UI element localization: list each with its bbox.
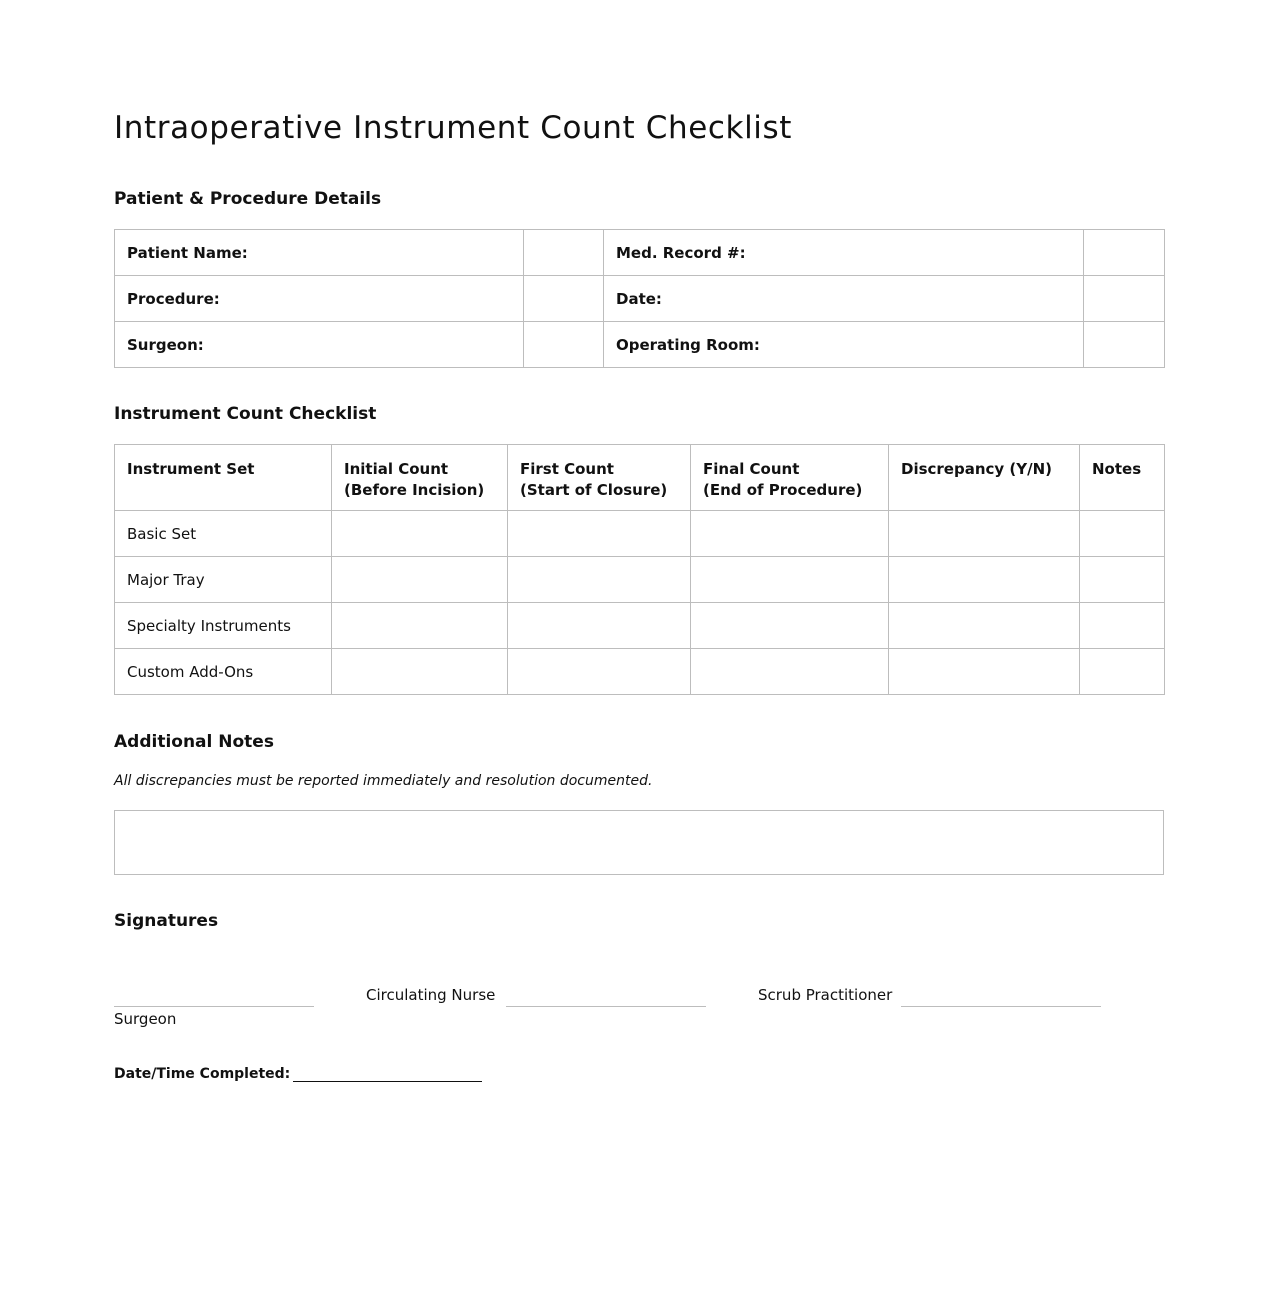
header-line1: Notes [1092, 460, 1142, 478]
column-header-initial-count [332, 445, 508, 511]
discrepancy-cell[interactable] [889, 603, 1080, 649]
surgeon-field[interactable] [524, 322, 604, 368]
patient-name-label: Patient Name: [115, 230, 524, 276]
final-count-cell[interactable] [691, 557, 889, 603]
discrepancy-cell[interactable] [889, 511, 1080, 557]
instrument-set-name: Basic Set [115, 511, 332, 557]
discrepancy-cell[interactable] [889, 557, 1080, 603]
column-header-final-count [691, 445, 889, 511]
additional-notes-heading: Additional Notes [114, 732, 274, 752]
initial-count-cell[interactable] [332, 511, 508, 557]
column-header-instrument-set [115, 445, 332, 511]
instrument-count-heading: Instrument Count Checklist [114, 404, 377, 424]
header-line1: Discrepancy (Y/N) [901, 460, 1053, 478]
additional-notes-field[interactable] [114, 810, 1164, 875]
header-line1: Instrument Set [127, 460, 255, 478]
header-line2: (End of Procedure) [703, 481, 863, 499]
notes-cell[interactable] [1080, 557, 1165, 603]
date-label: Date: [604, 276, 1084, 322]
med-record-field[interactable] [1084, 230, 1165, 276]
operating-room-field[interactable] [1084, 322, 1165, 368]
table-row [115, 649, 1165, 695]
column-header-discrepancy [889, 445, 1080, 511]
initial-count-cell[interactable] [332, 557, 508, 603]
discrepancy-cell[interactable] [889, 649, 1080, 695]
header-line1: First Count [520, 460, 614, 478]
count-table-header [115, 445, 1165, 511]
surgeon-signature-label: Surgeon [114, 1010, 177, 1028]
header-line1: Final Count [703, 460, 800, 478]
details-row-surgeon [115, 322, 1165, 368]
signatures-heading: Signatures [114, 911, 219, 931]
date-time-completed-label: Date/Time Completed: [114, 1066, 291, 1082]
operating-room-label: Operating Room: [604, 322, 1084, 368]
circulating-nurse-signature-line[interactable] [506, 1006, 706, 1007]
final-count-cell[interactable] [691, 603, 889, 649]
notes-cell[interactable] [1080, 649, 1165, 695]
circulating-nurse-label: Circulating Nurse [366, 986, 496, 1004]
patient-details-table [114, 229, 1165, 368]
instrument-count-table [114, 444, 1165, 695]
first-count-cell[interactable] [508, 511, 691, 557]
details-row-patient-name [115, 230, 1165, 276]
instrument-set-name: Major Tray [115, 557, 332, 603]
instrument-set-name: Specialty Instruments [115, 603, 332, 649]
med-record-label: Med. Record #: [604, 230, 1084, 276]
notes-cell[interactable] [1080, 511, 1165, 557]
scrub-practitioner-signature-line[interactable] [901, 1006, 1101, 1007]
table-row [115, 603, 1165, 649]
patient-name-field[interactable] [524, 230, 604, 276]
header-line2: (Before Incision) [344, 481, 485, 499]
scrub-practitioner-label: Scrub Practitioner [758, 986, 893, 1004]
table-row [115, 511, 1165, 557]
details-row-procedure [115, 276, 1165, 322]
table-row [115, 557, 1165, 603]
date-time-completed-line[interactable] [293, 1081, 482, 1082]
header-line2: (Start of Closure) [520, 481, 668, 499]
date-field[interactable] [1084, 276, 1165, 322]
initial-count-cell[interactable] [332, 603, 508, 649]
instrument-set-name: Custom Add-Ons [115, 649, 332, 695]
page-title: Intraoperative Instrument Count Checklist [114, 110, 793, 146]
procedure-label: Procedure: [115, 276, 524, 322]
procedure-field[interactable] [524, 276, 604, 322]
first-count-cell[interactable] [508, 557, 691, 603]
initial-count-cell[interactable] [332, 649, 508, 695]
notes-cell[interactable] [1080, 603, 1165, 649]
patient-details-heading: Patient & Procedure Details [114, 189, 382, 209]
header-line1: Initial Count [344, 460, 449, 478]
column-header-first-count [508, 445, 691, 511]
first-count-cell[interactable] [508, 603, 691, 649]
surgeon-signature-line[interactable] [114, 1006, 314, 1007]
first-count-cell[interactable] [508, 649, 691, 695]
final-count-cell[interactable] [691, 511, 889, 557]
surgeon-label: Surgeon: [115, 322, 524, 368]
final-count-cell[interactable] [691, 649, 889, 695]
discrepancy-instruction: All discrepancies must be reported immediately and resolution documented. [114, 773, 653, 789]
column-header-notes [1080, 445, 1165, 511]
